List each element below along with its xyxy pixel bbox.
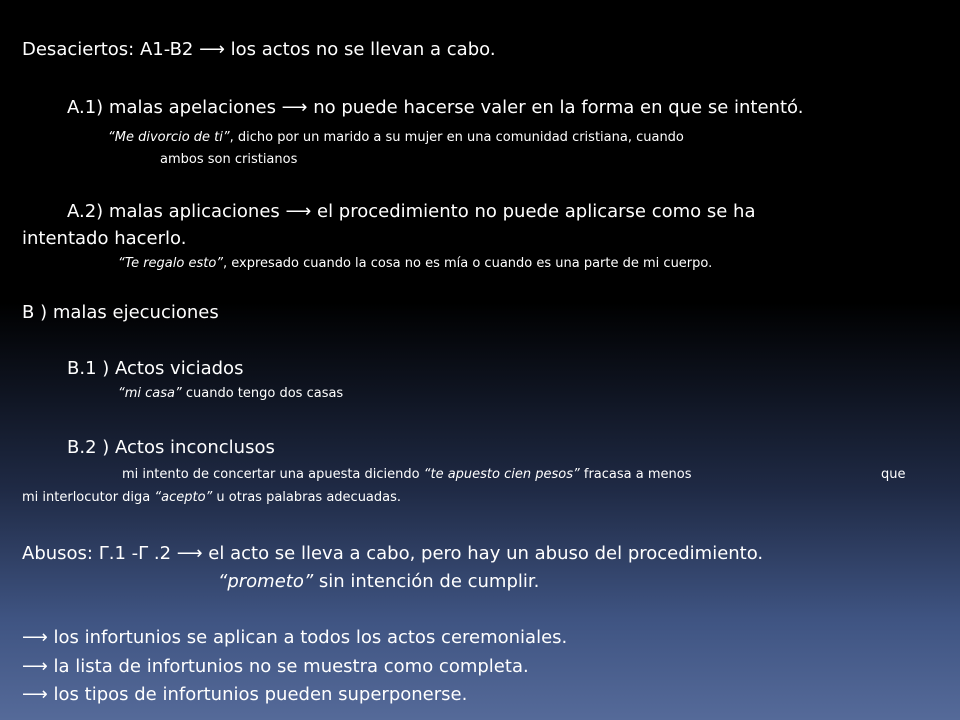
example-b2-quote2: “acepto” (154, 490, 213, 505)
heading-desaciertos: Desaciertos: A1-B2 ⟶ los actos no se llevan a cabo. (22, 39, 496, 60)
example-a1-quote: “Me divorcio de ti” (108, 130, 230, 145)
example-abusos-rest: sin intención de cumplir. (313, 571, 540, 592)
example-a1-rest: , dicho por un marido a su mujer en una comunidad cristiana, cuando (229, 130, 684, 145)
example-a2-rest: , expresado cuando la cosa no es mía o cuando es una parte de mi cuerpo. (223, 256, 713, 271)
example-a1 (108, 130, 684, 145)
conclusion-1: ⟶ los infortunios se aplican a todos los actos ceremoniales. (22, 627, 568, 648)
item-b2: B.2 ) Actos inconclusos (67, 437, 275, 458)
example-b1-rest: cuando tengo dos casas (181, 386, 344, 401)
example-b2-line2-b: u otras palabras adecuadas. (212, 490, 402, 505)
example-b1 (118, 386, 343, 401)
example-a2 (118, 256, 712, 271)
conclusion-3: ⟶ los tipos de infortunios pueden superponerse. (22, 684, 468, 705)
example-b2-line2 (22, 490, 401, 505)
item-a2: A.2) malas aplicaciones ⟶ el procedimiento no puede aplicarse como se ha (67, 201, 756, 222)
example-abusos (218, 571, 539, 592)
example-b1-quote: “mi casa” (118, 386, 182, 401)
heading-b: B ) malas ejecuciones (22, 302, 219, 323)
example-b2-line2-a: mi interlocutor diga (22, 490, 155, 505)
item-a2-cont: intentado hacerlo. (22, 228, 187, 249)
example-b2-part2: fracasa a menos (579, 467, 692, 482)
item-a1: A.1) malas apelaciones ⟶ no puede hacerse valer en la forma en que se intentó. (67, 97, 804, 118)
conclusion-2: ⟶ la lista de infortunios no se muestra como completa. (22, 656, 529, 677)
heading-abusos: Abusos: Γ.1 -Γ .2 ⟶ el acto se lleva a cabo, pero hay un abuso del procedimiento. (22, 543, 764, 564)
example-abusos-quote: “prometo” (218, 571, 314, 592)
example-b2-part1: mi intento de concertar una apuesta diciendo (122, 467, 424, 482)
example-a2-quote: “Te regalo esto” (118, 256, 224, 271)
example-b2-quote1: “te apuesto cien pesos” (423, 467, 580, 482)
example-a1-line2: ambos son cristianos (160, 152, 298, 167)
example-b2-que: que (881, 467, 906, 482)
item-b1: B.1 ) Actos viciados (67, 358, 244, 379)
example-b2 (122, 467, 691, 482)
